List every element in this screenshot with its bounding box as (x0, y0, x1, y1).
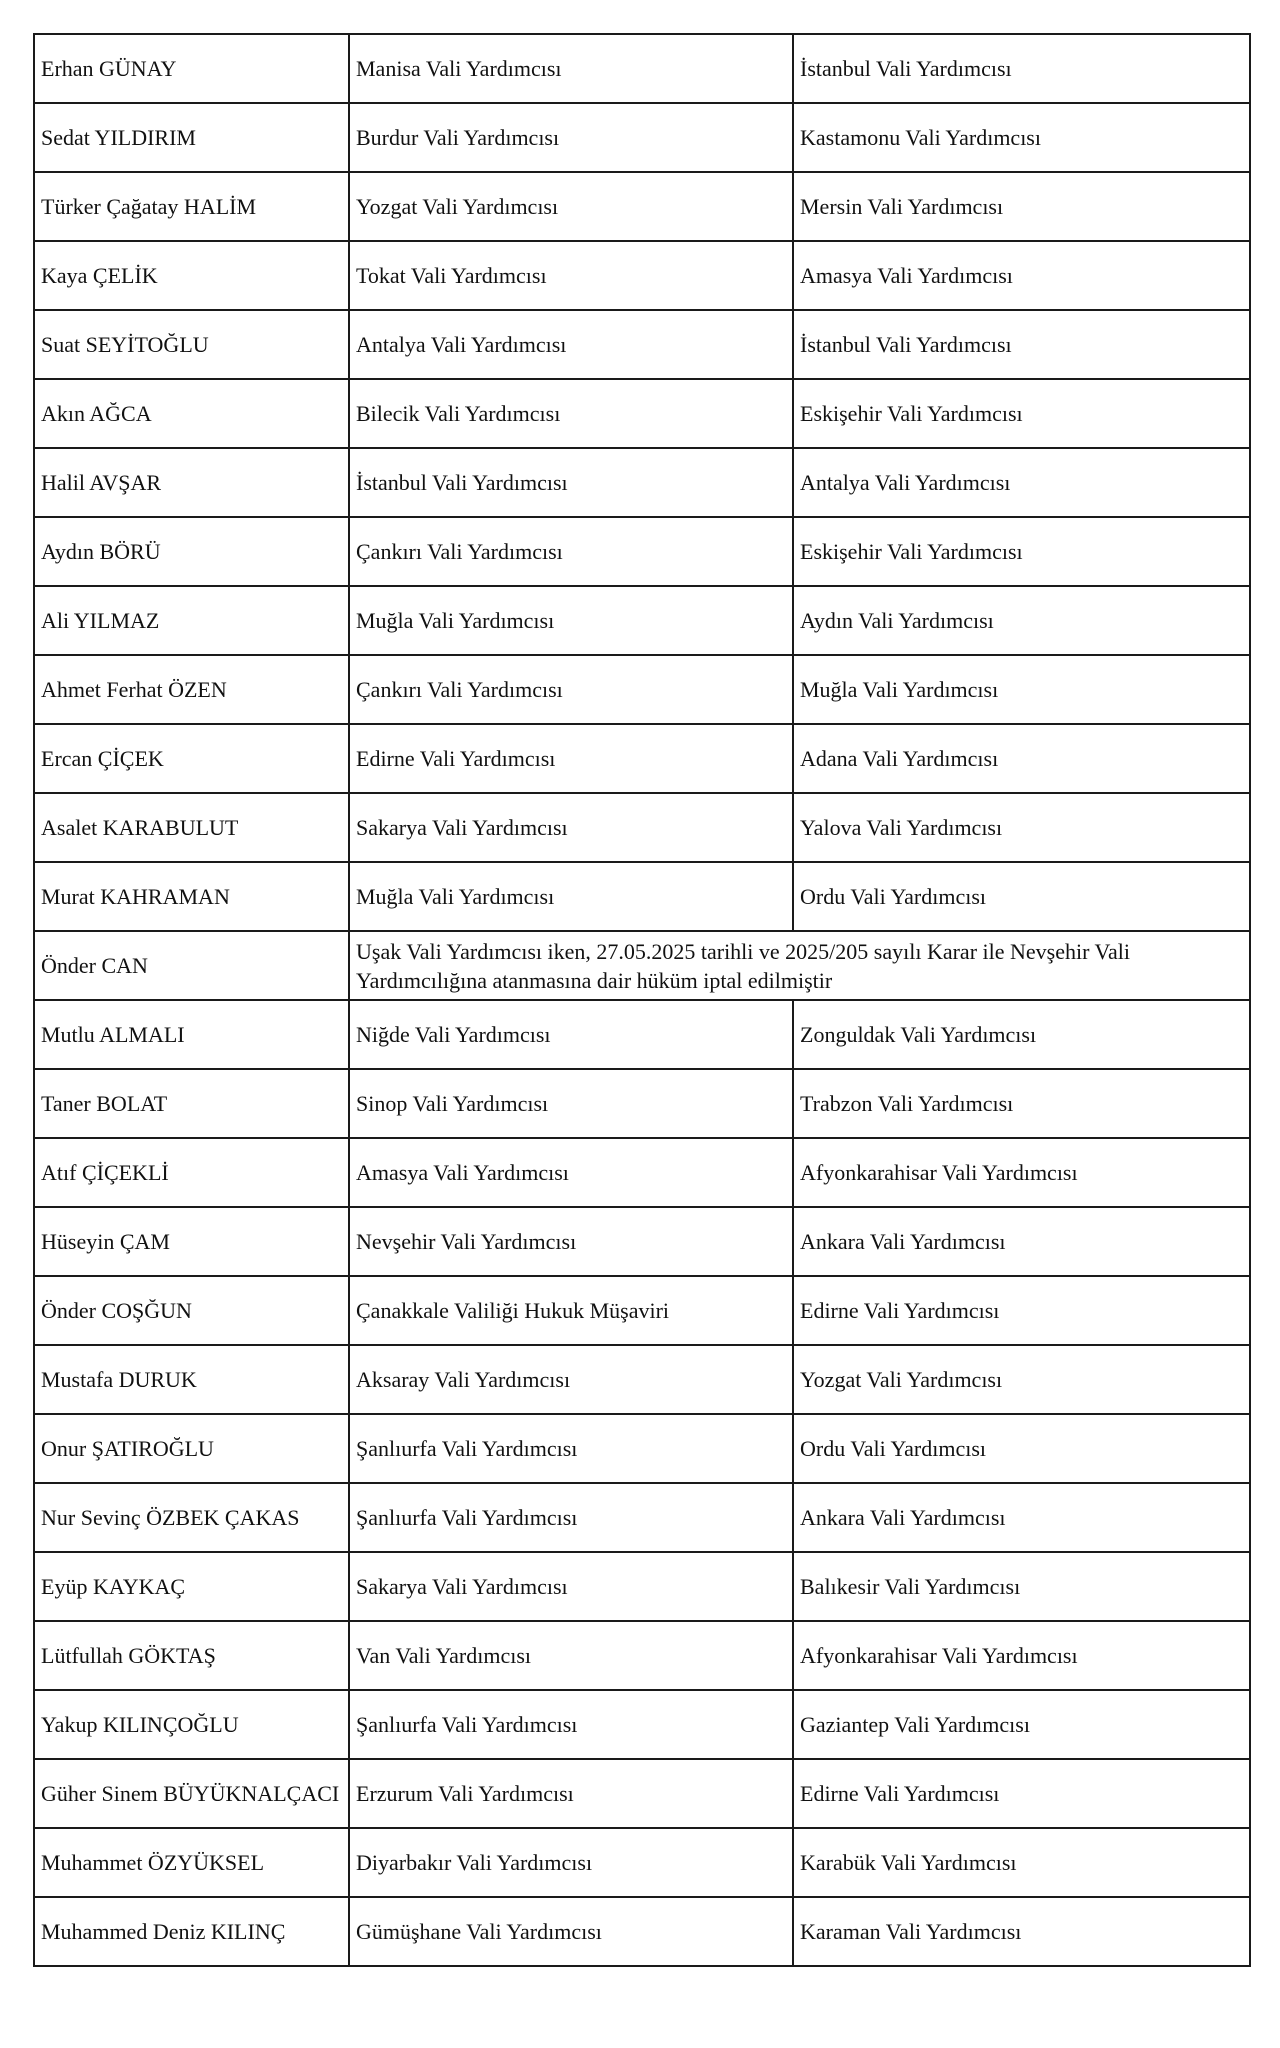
new-position-cell: Yozgat Vali Yardımcısı (793, 1345, 1250, 1414)
person-name-cell: Aydın BÖRÜ (34, 517, 349, 586)
person-name-cell: Lütfullah GÖKTAŞ (34, 1621, 349, 1690)
current-position-cell: Nevşehir Vali Yardımcısı (349, 1207, 793, 1276)
table-row (34, 172, 1250, 241)
new-position-cell: Zonguldak Vali Yardımcısı (793, 1000, 1250, 1069)
table-row (34, 1759, 1250, 1828)
table-row (34, 1414, 1250, 1483)
table-row (34, 1345, 1250, 1414)
new-position-cell: Edirne Vali Yardımcısı (793, 1759, 1250, 1828)
table-row (34, 379, 1250, 448)
current-position-cell: Yozgat Vali Yardımcısı (349, 172, 793, 241)
person-name-cell: Türker Çağatay HALİM (34, 172, 349, 241)
table-row (34, 586, 1250, 655)
person-name-cell: Yakup KILINÇOĞLU (34, 1690, 349, 1759)
person-name-cell: Erhan GÜNAY (34, 34, 349, 103)
current-position-cell: Sinop Vali Yardımcısı (349, 1069, 793, 1138)
person-name-cell: Kaya ÇELİK (34, 241, 349, 310)
new-position-cell: Aydın Vali Yardımcısı (793, 586, 1250, 655)
table-row (34, 1897, 1250, 1966)
new-position-cell: İstanbul Vali Yardımcısı (793, 34, 1250, 103)
new-position-cell: Eskişehir Vali Yardımcısı (793, 379, 1250, 448)
table-row (34, 310, 1250, 379)
person-name-cell: Taner BOLAT (34, 1069, 349, 1138)
new-position-cell: Antalya Vali Yardımcısı (793, 448, 1250, 517)
new-position-cell: İstanbul Vali Yardımcısı (793, 310, 1250, 379)
person-name-cell: Muhammet ÖZYÜKSEL (34, 1828, 349, 1897)
person-name-cell: Akın AĞCA (34, 379, 349, 448)
table-row (34, 448, 1250, 517)
table-row (34, 517, 1250, 586)
current-position-cell: İstanbul Vali Yardımcısı (349, 448, 793, 517)
table-row (34, 793, 1250, 862)
table-row (34, 1552, 1250, 1621)
new-position-cell: Muğla Vali Yardımcısı (793, 655, 1250, 724)
current-position-cell: Antalya Vali Yardımcısı (349, 310, 793, 379)
current-position-cell: Amasya Vali Yardımcısı (349, 1138, 793, 1207)
person-name-cell: Asalet KARABULUT (34, 793, 349, 862)
current-position-cell: Manisa Vali Yardımcısı (349, 34, 793, 103)
person-name-cell: Güher Sinem BÜYÜKNALÇACI (34, 1759, 349, 1828)
new-position-cell: Edirne Vali Yardımcısı (793, 1276, 1250, 1345)
new-position-cell: Ankara Vali Yardımcısı (793, 1483, 1250, 1552)
table-row (34, 34, 1250, 103)
current-position-cell: Van Vali Yardımcısı (349, 1621, 793, 1690)
table-row (34, 862, 1250, 931)
current-position-cell: Erzurum Vali Yardımcısı (349, 1759, 793, 1828)
table-row (34, 1828, 1250, 1897)
new-position-cell: Afyonkarahisar Vali Yardımcısı (793, 1621, 1250, 1690)
current-position-cell: Şanlıurfa Vali Yardımcısı (349, 1690, 793, 1759)
table-row (34, 1690, 1250, 1759)
new-position-cell: Trabzon Vali Yardımcısı (793, 1069, 1250, 1138)
new-position-cell: Amasya Vali Yardımcısı (793, 241, 1250, 310)
person-name-cell: Onur ŞATIROĞLU (34, 1414, 349, 1483)
person-name-cell: Mutlu ALMALI (34, 1000, 349, 1069)
new-position-cell: Ankara Vali Yardımcısı (793, 1207, 1250, 1276)
appointments-table (33, 33, 1251, 1967)
new-position-cell: Gaziantep Vali Yardımcısı (793, 1690, 1250, 1759)
table-row (34, 724, 1250, 793)
person-name-cell: Hüseyin ÇAM (34, 1207, 349, 1276)
current-position-cell: Bilecik Vali Yardımcısı (349, 379, 793, 448)
new-position-cell: Kastamonu Vali Yardımcısı (793, 103, 1250, 172)
current-position-cell: Edirne Vali Yardımcısı (349, 724, 793, 793)
person-name-cell: Murat KAHRAMAN (34, 862, 349, 931)
person-name-cell: Suat SEYİTOĞLU (34, 310, 349, 379)
person-name-cell: Eyüp KAYKAÇ (34, 1552, 349, 1621)
current-position-cell: Gümüşhane Vali Yardımcısı (349, 1897, 793, 1966)
current-position-cell: Diyarbakır Vali Yardımcısı (349, 1828, 793, 1897)
new-position-cell: Karaman Vali Yardımcısı (793, 1897, 1250, 1966)
new-position-cell: Eskişehir Vali Yardımcısı (793, 517, 1250, 586)
current-position-cell: Muğla Vali Yardımcısı (349, 862, 793, 931)
table-row (34, 1483, 1250, 1552)
new-position-cell: Yalova Vali Yardımcısı (793, 793, 1250, 862)
new-position-cell: Ordu Vali Yardımcısı (793, 1414, 1250, 1483)
appointments-table-body (34, 34, 1250, 1966)
current-position-cell: Şanlıurfa Vali Yardımcısı (349, 1483, 793, 1552)
current-position-cell: Niğde Vali Yardımcısı (349, 1000, 793, 1069)
person-name-cell: Nur Sevinç ÖZBEK ÇAKAS (34, 1483, 349, 1552)
current-position-cell: Burdur Vali Yardımcısı (349, 103, 793, 172)
current-position-cell: Aksaray Vali Yardımcısı (349, 1345, 793, 1414)
person-name-cell: Mustafa DURUK (34, 1345, 349, 1414)
current-position-cell: Muğla Vali Yardımcısı (349, 586, 793, 655)
new-position-cell: Ordu Vali Yardımcısı (793, 862, 1250, 931)
current-position-cell: Şanlıurfa Vali Yardımcısı (349, 1414, 793, 1483)
current-position-cell: Sakarya Vali Yardımcısı (349, 793, 793, 862)
current-position-cell: Çankırı Vali Yardımcısı (349, 655, 793, 724)
new-position-cell: Karabük Vali Yardımcısı (793, 1828, 1250, 1897)
annotation-cell: Uşak Vali Yardımcısı iken, 27.05.2025 tarihli ve 2025/205 sayılı Karar ile Nevşehir Vali Yardımcılığına atanmasına dair hüküm iptal edilmiştir (349, 931, 1250, 1000)
person-name-cell: Halil AVŞAR (34, 448, 349, 517)
person-name-cell: Muhammed Deniz KILINÇ (34, 1897, 349, 1966)
person-name-cell: Ercan ÇİÇEK (34, 724, 349, 793)
current-position-cell: Sakarya Vali Yardımcısı (349, 1552, 793, 1621)
new-position-cell: Balıkesir Vali Yardımcısı (793, 1552, 1250, 1621)
table-row (34, 1621, 1250, 1690)
table-row (34, 103, 1250, 172)
new-position-cell: Mersin Vali Yardımcısı (793, 172, 1250, 241)
current-position-cell: Tokat Vali Yardımcısı (349, 241, 793, 310)
table-row (34, 931, 1250, 1000)
table-row (34, 1138, 1250, 1207)
new-position-cell: Adana Vali Yardımcısı (793, 724, 1250, 793)
table-row (34, 1069, 1250, 1138)
table-row (34, 1000, 1250, 1069)
person-name-cell: Ahmet Ferhat ÖZEN (34, 655, 349, 724)
person-name-cell: Sedat YILDIRIM (34, 103, 349, 172)
table-row (34, 241, 1250, 310)
person-name-cell: Önder CAN (34, 931, 349, 1000)
table-row (34, 1276, 1250, 1345)
table-row (34, 655, 1250, 724)
person-name-cell: Önder COŞĞUN (34, 1276, 349, 1345)
new-position-cell: Afyonkarahisar Vali Yardımcısı (793, 1138, 1250, 1207)
person-name-cell: Atıf ÇİÇEKLİ (34, 1138, 349, 1207)
table-row (34, 1207, 1250, 1276)
current-position-cell: Çankırı Vali Yardımcısı (349, 517, 793, 586)
current-position-cell: Çanakkale Valiliği Hukuk Müşaviri (349, 1276, 793, 1345)
person-name-cell: Ali YILMAZ (34, 586, 349, 655)
